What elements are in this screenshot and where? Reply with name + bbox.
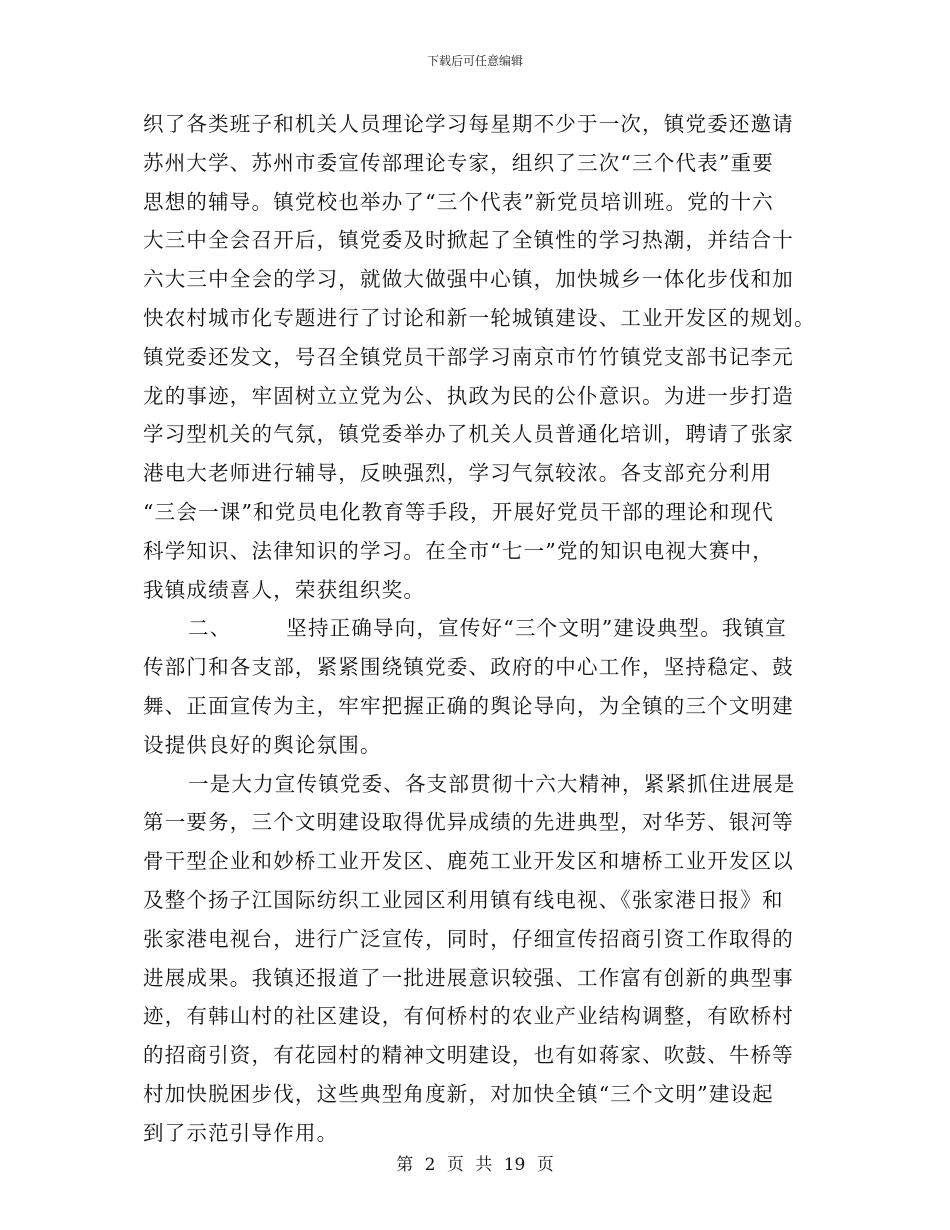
text-line: 骨干型企业和妙桥工业开发区、鹿苑工业开发区和塘桥工业开发区以	[143, 849, 794, 874]
page-number: 第 2 页 共 19 页	[396, 1155, 554, 1175]
text-line: 第一要务，三个文明建设取得优异成绩的先进典型，对华芳、银河等	[143, 810, 794, 835]
paragraph-start-line: 一是大力宣传镇党委、各支部贯彻十六大精神，紧紧抓住进展是	[188, 771, 796, 796]
text-line: “三会一课”和党员电化教育等手段，开展好党员干部的理论和现代	[143, 499, 774, 524]
text-line: 张家港电视台，进行广泛宣传，同时，仔细宣传招商引资工作取得的	[143, 926, 794, 951]
text-line: 进展成果。我镇还报道了一批进展意识较强、工作富有创新的典型事	[143, 965, 794, 990]
text-line: 传部门和各支部，紧紧围绕镇党委、政府的中心工作，坚持稳定、鼓	[143, 655, 794, 680]
text-line: 港电大老师进行辅导，反映强烈，学习气氛较浓。各支部充分利用	[143, 461, 773, 486]
text-line: 学习型机关的气氛，镇党委举办了机关人员普通化培训，聘请了张家	[143, 422, 794, 447]
text-line: 龙的事迹，牢固树立立党为公、执政为民的公仆意识。为进一步打造	[143, 383, 794, 408]
text-line: 科学知识、法律知识的学习。在全市“七一”党的知识电视大赛中，	[143, 538, 774, 563]
text-line: 到了示范引导作用。	[143, 1120, 339, 1145]
text-line: 快农村城市化专题进行了讨论和新一轮城镇建设、工业开发区的规划。	[143, 305, 816, 330]
text-line: 镇党委还发文，号召全镇党员干部学习南京市竹竹镇党支部书记李元	[143, 344, 794, 369]
page-header-note: 下载后可任意编辑	[426, 54, 523, 68]
text-line: 织了各类班子和机关人员理论学习每星期不少于一次，镇党委还邀请	[143, 112, 794, 136]
text-line: 思想的辅导。镇党校也举办了“三个代表”新党员培训班。党的十六	[143, 189, 774, 214]
text-line: 村加快脱困步伐，这些典型角度新，对加快全镇“三个文明”建设起	[143, 1081, 774, 1106]
document-body	[143, 105, 823, 1153]
text-line: 及整个扬子江国际纺织工业园区利用镇有线电视、《张家港日报》和	[143, 887, 784, 912]
text-line: 设提供良好的舆论氛围。	[143, 732, 382, 757]
text-line: 舞、正面宣传为主，牢牢把握正确的舆论导向，为全镇的三个文明建	[143, 693, 794, 718]
section-heading-line: 二、 坚持正确导向，宣传好“三个文明”建设典型。我镇宣	[188, 616, 788, 641]
text-line: 苏州大学、苏州市委宣传部理论专家，组织了三次“三个代表”重要	[143, 150, 774, 175]
text-line: 我镇成绩喜人，荣获组织奖。	[143, 577, 426, 602]
text-line: 六大三中全会的学习，就做大做强中心镇，加快城乡一体化步伐和加	[143, 267, 794, 292]
text-line: 大三中全会召开后，镇党委及时掀起了全镇性的学习热潮，并结合十	[143, 228, 794, 253]
text-line: 的招商引资，有花园村的精神文明建设，也有如蒋家、吹鼓、牛桥等	[143, 1043, 794, 1068]
text-line: 迹，有韩山村的社区建设，有何桥村的农业产业结构调整，有欧桥村	[143, 1004, 794, 1029]
